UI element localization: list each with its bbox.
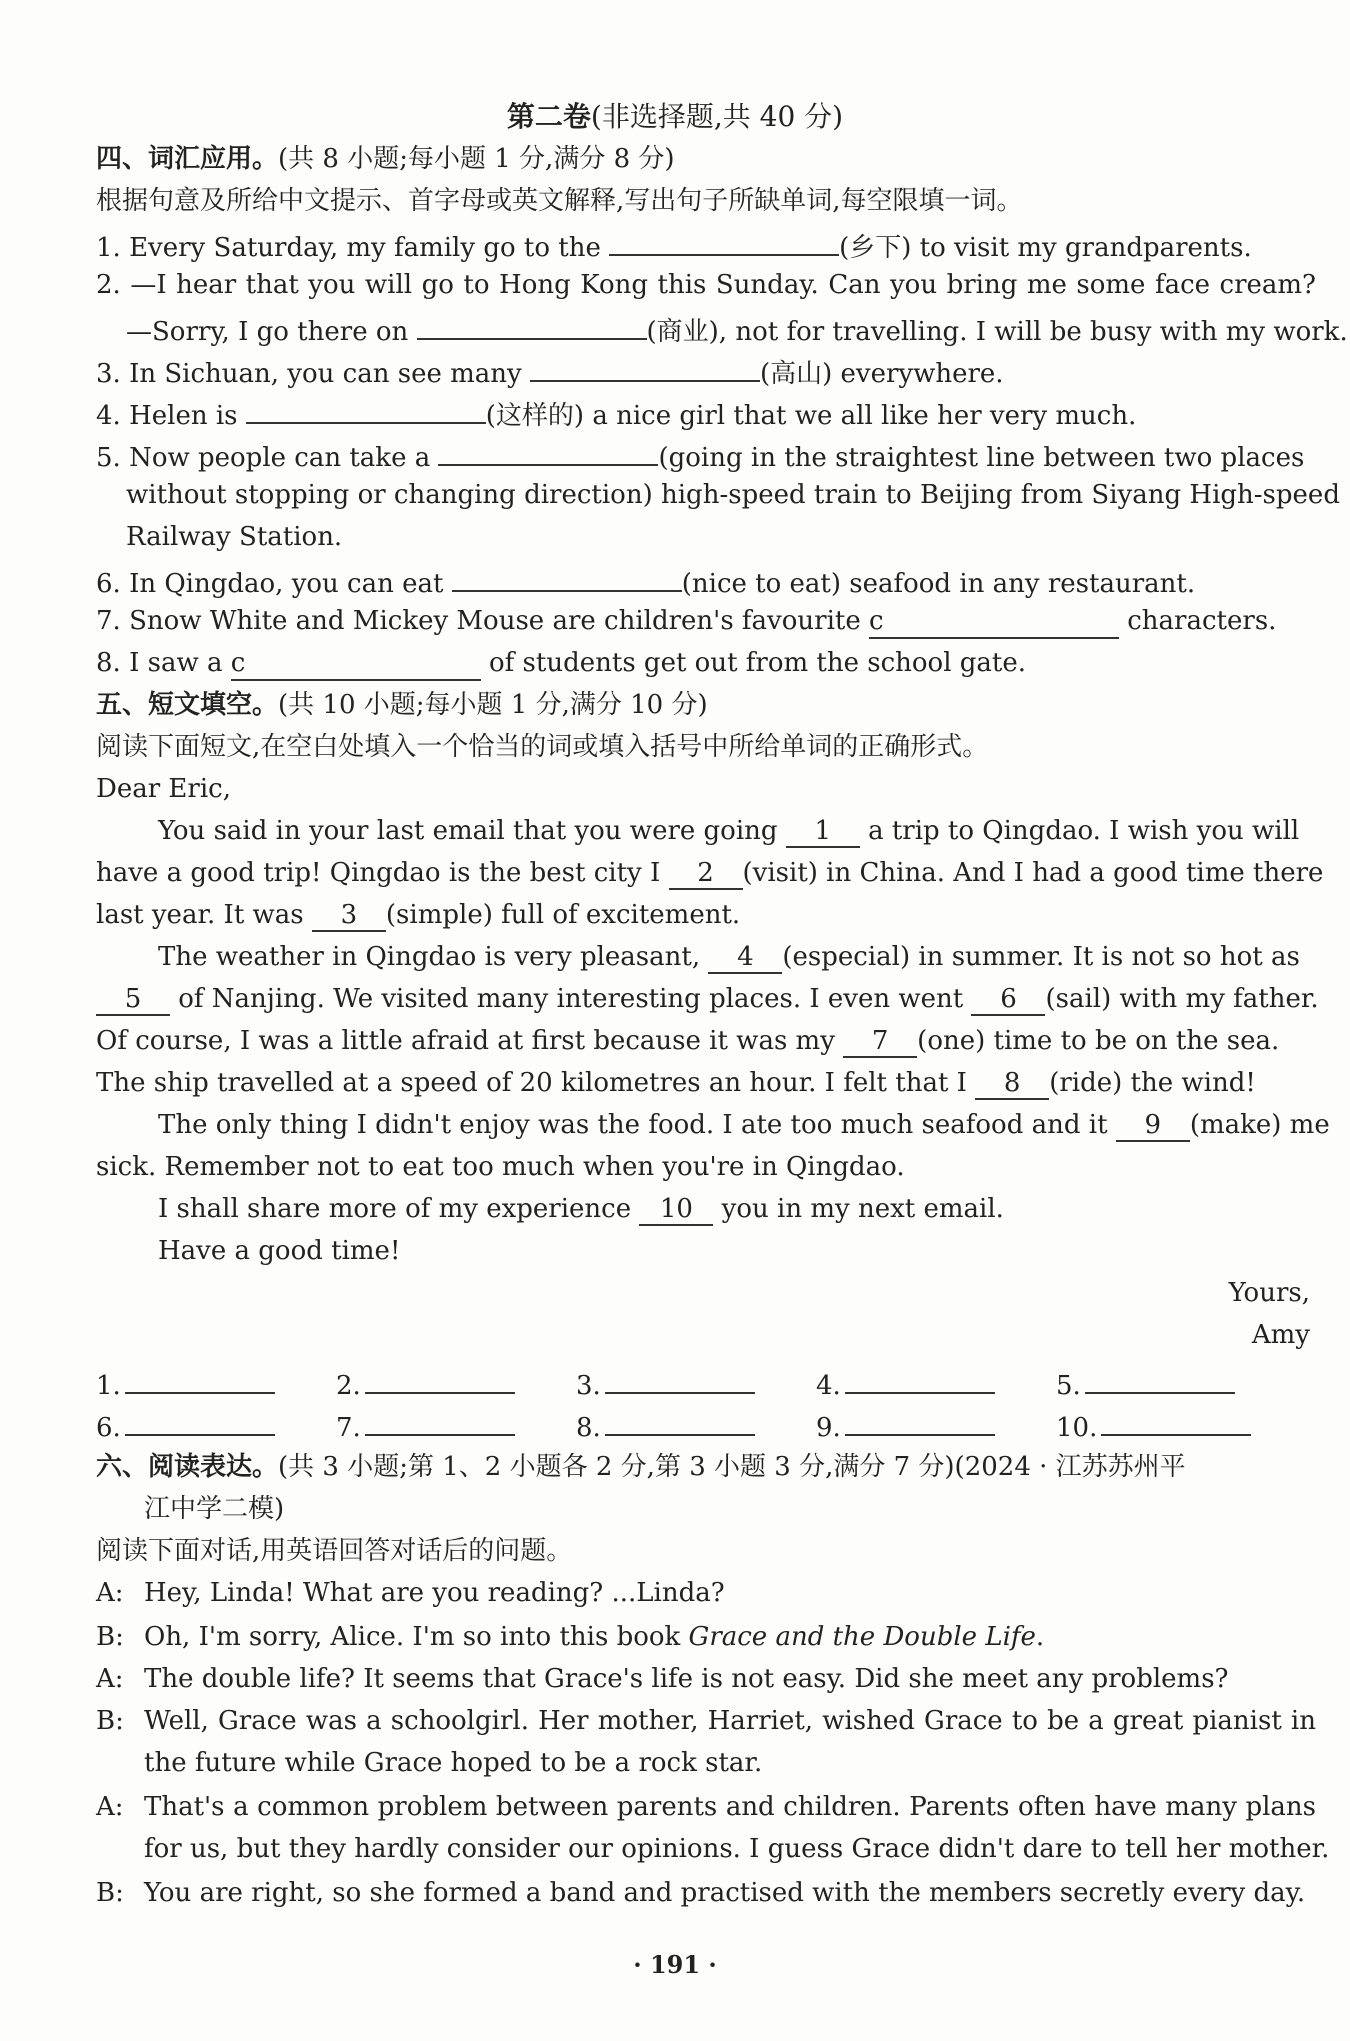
answer-blank-1[interactable] — [609, 222, 839, 256]
passage-blank-9[interactable]: 9 — [1116, 1110, 1190, 1142]
passage-blank-6[interactable]: 6 — [971, 984, 1045, 1016]
passage-line: Of course, I was a little afraid at first because it was my 7 (one) time to be on the sea. — [96, 1026, 1280, 1056]
answer-row-2: 6. 7. 8. 9. 10. — [96, 1404, 1316, 1446]
dialog-line: Hey, Linda! What are you reading? ...Linda? — [144, 1578, 725, 1608]
answer-line-2[interactable] — [365, 1362, 515, 1394]
question-6: 6. In Qingdao, you can eat (nice to eat) seafood in any restaurant. — [96, 558, 1316, 600]
speaker-label: B: — [96, 1878, 124, 1908]
dialog-line: The double life? It seems that Grace's life is not easy. Did she meet any problems? — [144, 1664, 1229, 1694]
answer-line-9[interactable] — [845, 1404, 995, 1436]
question-2-line1: 2. —I hear that you will go to Hong Kong this Sunday. Can you bring me some face cream? — [96, 270, 1316, 300]
answer-line-3[interactable] — [605, 1362, 755, 1394]
dialog-line: Oh, I'm sorry, Alice. I'm so into this book Grace and the Double Life. — [144, 1622, 1045, 1652]
section-5-heading: 五、短文填空。(共 10 小题;每小题 1 分,满分 10 分) — [96, 690, 708, 720]
speaker-label: B: — [96, 1706, 124, 1736]
section-4-instruction: 根据句意及所给中文提示、首字母或英文解释,写出句子所缺单词,每空限填一词。 — [96, 186, 1023, 216]
answer-blank-4[interactable] — [246, 390, 486, 424]
passage-line: The weather in Qingdao is very pleasant, 4 (especial) in summer. It is not so hot as — [158, 942, 1300, 972]
passage-blank-8[interactable]: 8 — [975, 1068, 1049, 1100]
question-5-line1: 5. Now people can take a (going in the straightest line between two places — [96, 432, 1316, 474]
dialog-line: You are right, so she formed a band and practised with the members secretly every day. — [144, 1878, 1306, 1908]
answer-blank-8[interactable]: c — [231, 647, 481, 681]
passage-line: The only thing I didn't enjoy was the food. I ate too much seafood and it 9 (make) me — [158, 1110, 1330, 1140]
page-number: · 191 · — [633, 1950, 717, 1979]
speaker-label: B: — [96, 1622, 124, 1652]
answer-blank-3[interactable] — [530, 348, 760, 382]
passage-blank-10[interactable]: 10 — [639, 1194, 713, 1226]
passage-line: Have a good time! — [158, 1236, 401, 1266]
answer-line-4[interactable] — [845, 1362, 995, 1394]
question-5-line2: without stopping or changing direction) high-speed train to Beijing from Siyang High-speed — [126, 480, 1340, 510]
answer-line-10[interactable] — [1101, 1404, 1251, 1436]
answer-blank-7[interactable]: c — [869, 605, 1119, 639]
passage-line: sick. Remember not to eat too much when you're in Qingdao. — [96, 1152, 905, 1182]
section-6-heading: 六、阅读表达。(共 3 小题;第 1、2 小题各 2 分,第 3 小题 3 分,满分 7 分)(2024 · 江苏苏州平 — [96, 1452, 1186, 1482]
speaker-label: A: — [96, 1664, 124, 1694]
section-5-instruction: 阅读下面短文,在空白处填入一个恰当的词或填入括号中所给单词的正确形式。 — [96, 732, 989, 762]
answer-blank-6[interactable] — [452, 558, 682, 592]
passage-blank-3[interactable]: 3 — [312, 900, 386, 932]
paper-title: 第二卷(非选择题,共 40 分) — [506, 100, 844, 133]
answer-row-1: 1. 2. 3. 4. 5. — [96, 1362, 1316, 1404]
passage-line: You said in your last email that you were going 1 a trip to Qingdao. I wish you will — [158, 816, 1300, 846]
question-1: 1. Every Saturday, my family go to the (乡下) to visit my grandparents. — [96, 222, 1316, 264]
speaker-label: A: — [96, 1578, 124, 1608]
passage-line: I shall share more of my experience 10 you in my next email. — [158, 1194, 1004, 1224]
passage-line: 5 of Nanjing. We visited many interesting places. I even went 6 (sail) with my father. — [96, 978, 1316, 1020]
dialog-line: Well, Grace was a schoolgirl. Her mother, Harriet, wished Grace to be a great pianist in — [144, 1706, 1316, 1736]
dialog-line: for us, but they hardly consider our opinions. I guess Grace didn't dare to tell her mother. — [144, 1834, 1330, 1864]
question-7: 7. Snow White and Mickey Mouse are children's favourite c characters. — [96, 600, 1316, 642]
passage-blank-1[interactable]: 1 — [786, 816, 860, 848]
section-6-instruction: 阅读下面对话,用英语回答对话后的问题。 — [96, 1536, 573, 1566]
answer-line-8[interactable] — [605, 1404, 755, 1436]
section-4-heading: 四、词汇应用。(共 8 小题;每小题 1 分,满分 8 分) — [96, 144, 675, 174]
letter-closing: Yours, — [1228, 1278, 1310, 1308]
section-6-source: 江中学二模) — [144, 1494, 285, 1524]
passage-blank-7[interactable]: 7 — [843, 1026, 917, 1058]
letter-signature: Amy — [1251, 1320, 1310, 1350]
book-title: Grace and the Double Life — [688, 1622, 1036, 1652]
question-3: 3. In Sichuan, you can see many (高山) everywhere. — [96, 348, 1316, 390]
letter-salutation: Dear Eric, — [96, 774, 231, 804]
question-4: 4. Helen is (这样的) a nice girl that we all like her very much. — [96, 390, 1316, 432]
answer-line-1[interactable] — [125, 1362, 275, 1394]
answer-line-5[interactable] — [1085, 1362, 1235, 1394]
answer-blank-2[interactable] — [417, 306, 647, 340]
passage-line: The ship travelled at a speed of 20 kilometres an hour. I felt that I 8 (ride) the wind! — [96, 1068, 1256, 1098]
answer-blank-5[interactable] — [438, 432, 658, 466]
question-5-line3: Railway Station. — [126, 522, 343, 552]
passage-line: last year. It was 3 (simple) full of excitement. — [96, 900, 741, 930]
question-8: 8. I saw a c of students get out from the school gate. — [96, 642, 1316, 684]
passage-blank-5[interactable]: 5 — [96, 984, 170, 1016]
passage-blank-2[interactable]: 2 — [669, 858, 743, 890]
question-2-line2: —Sorry, I go there on (商业), not for travelling. I will be busy with my work. — [126, 306, 1316, 348]
answer-line-7[interactable] — [365, 1404, 515, 1436]
dialog-line: the future while Grace hoped to be a rock star. — [144, 1748, 763, 1778]
answer-line-6[interactable] — [125, 1404, 275, 1436]
dialog-line: That's a common problem between parents and children. Parents often have many plans — [144, 1792, 1316, 1822]
passage-line: have a good trip! Qingdao is the best city I 2 (visit) in China. And I had a good time there — [96, 858, 1324, 888]
passage-blank-4[interactable]: 4 — [708, 942, 782, 974]
speaker-label: A: — [96, 1792, 124, 1822]
